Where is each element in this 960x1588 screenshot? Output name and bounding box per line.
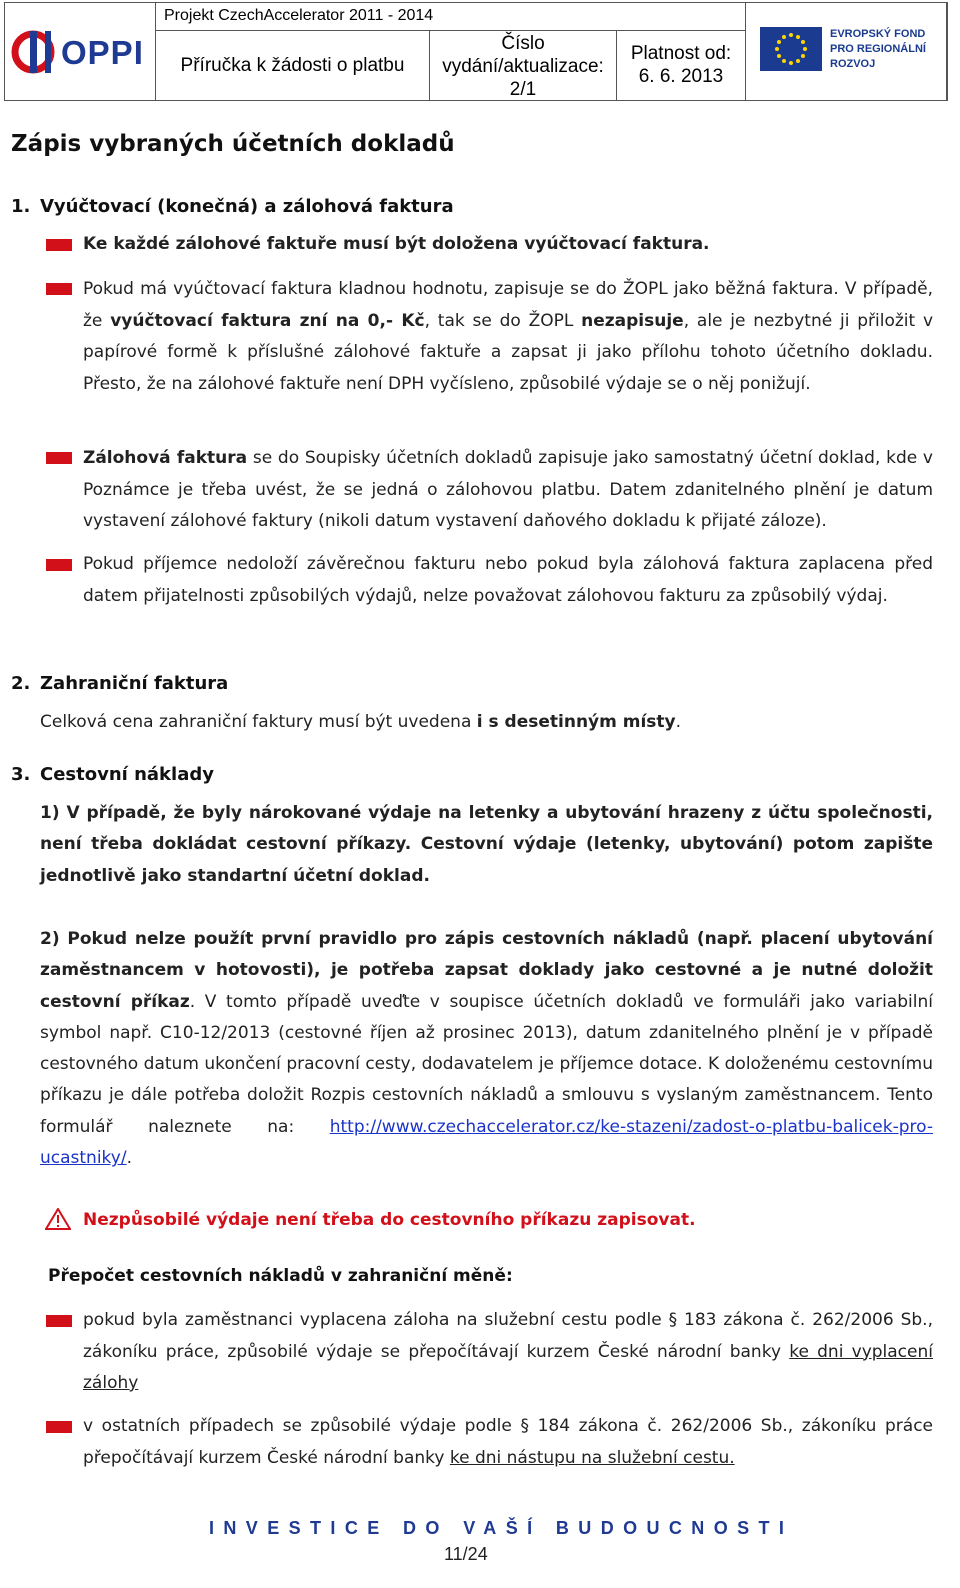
subheading: Přepočet cestovních nákladů v zahraniční měně: bbox=[48, 1266, 513, 1286]
handbook-label: Příručka k žádosti o platbu bbox=[180, 54, 405, 76]
text-run-bold: i s desetinným místy bbox=[476, 712, 676, 732]
section-number: 1. bbox=[11, 196, 31, 217]
issue-value: 2/1 bbox=[509, 79, 537, 100]
bullet-text bbox=[83, 1305, 933, 1400]
bullet-text: Pokud příjemce nedoloží závěrečnou fakturu nebo pokud byla zálohová faktura zaplacena před datem přijatelnosti způsobilých výdajů, nelze považovat zálohovou fakturu za způsobilý výdaj. bbox=[83, 554, 933, 606]
section-3-heading bbox=[11, 764, 214, 785]
issue-label-1: Číslo bbox=[501, 33, 545, 54]
text-run-bold: 2) Pokud nelze použít první pravidlo pro zápis cestovních nákladů (např. placení ubytování zaměstnancem v hotovosti), je potřeba zapsat doklady jako cestovné a je nutné doložit cestovní příkaz bbox=[40, 929, 933, 1012]
text-run: , ale je nezbytné ji přiložit v papírové formě k příslušné zálohové faktuře a zapsat ji jako přílohu tohoto účetního dokladu. Přesto, že na zálohové faktuře není DPH vyčísleno, způsobilé výdaje se o něj ponižují. bbox=[83, 310, 934, 394]
page-title: Zápis vybraných účetních dokladů bbox=[11, 131, 455, 157]
footer-slogan: INVESTICE DO VAŠÍ BUDOUCNOSTI bbox=[209, 1518, 794, 1538]
bullet-square-icon bbox=[46, 283, 72, 295]
oppi-logo bbox=[5, 3, 156, 100]
eu-fund-text bbox=[830, 27, 926, 72]
bullet-square-icon bbox=[46, 452, 72, 464]
bullet-square-icon bbox=[46, 239, 72, 251]
eu-line-1: EVROPSKÝ FOND bbox=[830, 28, 926, 40]
handbook-name bbox=[156, 31, 430, 100]
document-header bbox=[4, 2, 948, 101]
text-run: . bbox=[126, 1148, 132, 1169]
issue-label-2: vydání/aktualizace: bbox=[442, 56, 604, 77]
bullet-text bbox=[83, 443, 933, 538]
text-run-bold: nezapisuje bbox=[581, 310, 684, 331]
text-run-bold: vyúčtovací faktura zní na 0,- Kč bbox=[110, 310, 425, 331]
eu-flag-icon bbox=[760, 27, 822, 71]
text-run: , tak se do ŽOPL bbox=[424, 310, 582, 331]
oppi-emblem-icon bbox=[11, 27, 61, 77]
eu-line-3: ROZVOJ bbox=[830, 58, 876, 70]
validity-value: 6. 6. 2013 bbox=[638, 66, 724, 87]
bullet-square-icon bbox=[46, 1421, 72, 1433]
issue-number bbox=[430, 31, 617, 100]
text-run: pokud byla zaměstnanci vyplacena záloha na služební cestu podle § 183 zákona č. 262/2006 Sb., zákoníku práce, způsobilé výdaje se přepočítávají kurzem České národní banky bbox=[83, 1310, 933, 1362]
section-number: 2. bbox=[11, 673, 31, 694]
text-run: v ostatních případech se způsobilé výdaje podle § 184 zákona č. 262/2006 Sb., zákoníku práce přepočítávají kurzem České národní banky bbox=[83, 1416, 933, 1468]
bullet-text: Ke každé zálohové faktuře musí být doložena vyúčtovací faktura. bbox=[83, 234, 710, 254]
paragraph bbox=[40, 707, 933, 738]
project-name: Projekt CzechAccelerator 2011 - 2014 bbox=[156, 3, 746, 31]
section-2-heading bbox=[11, 673, 228, 694]
eu-fund-logo bbox=[746, 3, 947, 100]
bullet-square-icon bbox=[46, 1315, 72, 1327]
section-title: Zahraniční faktura bbox=[40, 673, 229, 694]
text-run: . bbox=[675, 712, 682, 732]
text-run-bold: Zálohová faktura bbox=[83, 448, 248, 468]
section-1-heading bbox=[11, 196, 454, 217]
bullet-square-icon bbox=[46, 559, 72, 571]
section-title: Vyúčtovací (konečná) a zálohová faktura bbox=[40, 196, 454, 217]
bullet-text bbox=[83, 274, 933, 400]
text-run-underlined: ke dni nástupu na služební cestu. bbox=[449, 1447, 735, 1468]
bullet-text bbox=[83, 1411, 933, 1474]
section-title: Cestovní náklady bbox=[40, 764, 214, 785]
eu-line-2: PRO REGIONÁLNÍ bbox=[830, 43, 926, 55]
warning-icon bbox=[45, 1208, 71, 1230]
download-link[interactable]: http://www.czechaccelerator.cz/ke-stazeni/zadost-o-platbu-balicek-pro-ucastniky/ bbox=[40, 1116, 933, 1169]
validity-date bbox=[617, 31, 746, 100]
text-run: se do Soupisky účetních dokladů zapisuje jako samostatný účetní doklad, kde v Poznámce je třeba uvést, že se jedná o zálohovou platbu. Datem zdanitelného plnění je datum vystavení zálohové faktury (nikoli datum vystavení daňového dokladu k přijaté záloze). bbox=[83, 448, 933, 531]
text-run: Celková cena zahraniční faktury musí být uvedena bbox=[40, 712, 477, 732]
rule-2 bbox=[40, 924, 933, 1174]
text-run-underlined: ke dni vyplacení zálohy bbox=[83, 1341, 933, 1393]
rule-1: 1) V případě, že byly nárokované výdaje na letenky a ubytování hrazeny z účtu společnosti, není třeba dokládat cestovní příkazy. Cestovní výdaje (letenky, ubytování) potom zapište jednotlivě jako standartní účetní doklad. bbox=[40, 803, 933, 886]
text-run: . V tomto případě uveďte v soupisce účetních dokladů ve formuláři jako variabilní symbol např. C10-12/2013 (cestovné říjen až prosinec 2013), datum zdanitelného plnění je v případě cestovného datum ukončení pracovní cesty, dodavatelem je příjemce dotace. K doloženému cestovnímu příkazu je dále potřeba doložit Rozpis cestovních nákladů a smlouvu s vyslaným zaměstnancem. Tento formulář naleznete na: bbox=[40, 991, 934, 1137]
warning-text: Nezpůsobilé výdaje není třeba do cestovního příkazu zapisovat. bbox=[83, 1210, 696, 1230]
page-number: 11/24 bbox=[444, 1544, 488, 1564]
text-run: Pokud má vyúčtovací faktura kladnou hodnotu, zapisuje se do ŽOPL jako běžná faktura. V případě, že bbox=[83, 279, 933, 331]
validity-label: Platnost od: bbox=[630, 43, 732, 64]
oppi-logo-text: OPPI bbox=[61, 34, 144, 71]
section-number: 3. bbox=[11, 764, 31, 785]
